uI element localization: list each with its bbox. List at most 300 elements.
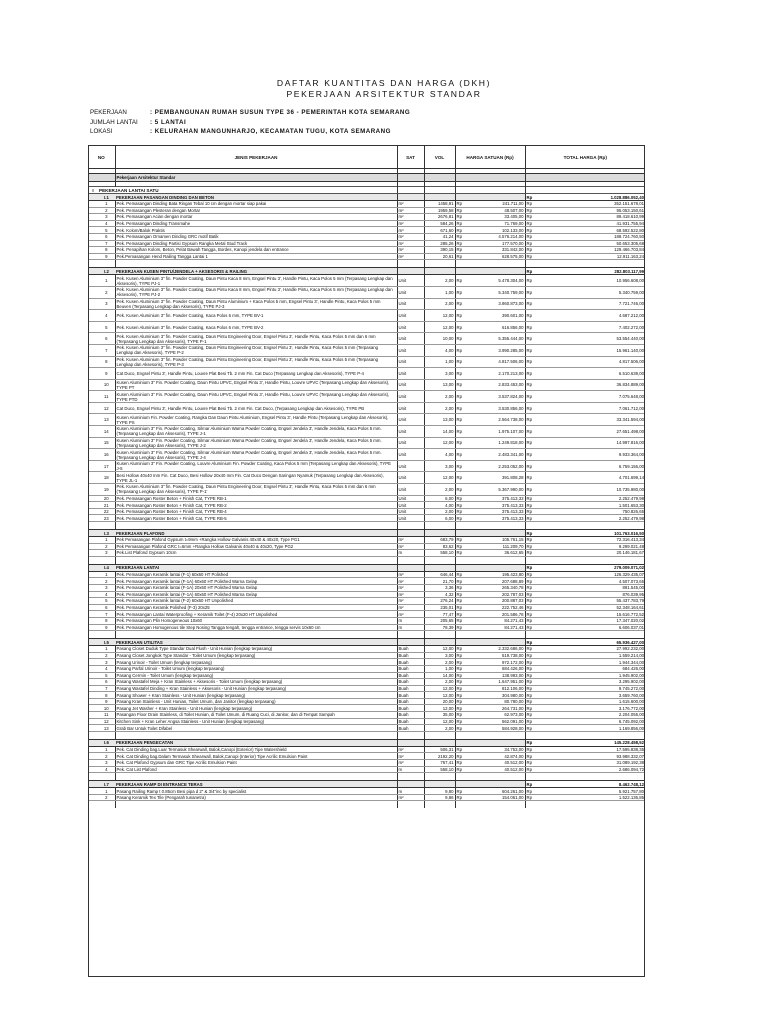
item-row [88, 652, 645, 659]
currency-label: Rp [525, 646, 537, 653]
item-unit-price: 584.928,00 [467, 725, 525, 732]
item-total-price: 9.299.021,48 [537, 543, 645, 550]
currency-label: Rp [455, 402, 467, 414]
currency-label: Rp [455, 275, 467, 287]
item-unit-price: 331.842,00 [467, 247, 525, 254]
item-unit-price: 562.091,00 [467, 718, 525, 725]
group-indent [88, 268, 98, 275]
item-unit-price: 2.332.686,00 [467, 646, 525, 653]
item-indent [88, 247, 98, 254]
item-number: 12 [98, 402, 115, 414]
item-total-price: 7.061.712,00 [537, 402, 645, 414]
item-unit: Unit [397, 356, 424, 368]
item-number: 22 [98, 508, 115, 515]
floor-label: PEKERJAAN LANTAI SATU [98, 187, 397, 194]
item-indent [88, 571, 98, 578]
item-volume: 390,15 [424, 247, 455, 254]
item-total-price: 10.956.608,00 [537, 275, 645, 287]
item-unit-price: 3.530.856,00 [467, 402, 525, 414]
spacer-cell [455, 631, 525, 639]
item-row [88, 578, 645, 585]
item-number: 7 [98, 611, 115, 618]
item-number: 2 [98, 652, 115, 659]
item-description: Pek. Kusen Aluminium 3" fin. Powder Coating, Daun Pintu Aluminium + Kaca Polos 5 mm, Engsel Pintu 3', Handle Pintu, Kaca Polos 5 mm Beuven (Terpasang Lengkap dan Aksesoris), TYPE PJ-3 [115, 298, 397, 310]
group-total: 65.936.427,00 [537, 639, 645, 646]
currency-label: Rp [455, 659, 467, 666]
empty-cell [455, 781, 525, 788]
item-unit-price: 33.405,00 [467, 214, 525, 221]
item-unit: Unit [397, 495, 424, 502]
currency-label: Rp [525, 333, 537, 345]
item-indent [88, 391, 98, 403]
item-unit-price: 684.426,00 [467, 665, 525, 672]
floor-row [88, 187, 645, 194]
currency-label: Rp [525, 449, 537, 461]
header-jenis-pekerjaan: JENIS PEKERJAAN [115, 146, 397, 169]
item-row [88, 310, 645, 322]
item-unit-price: 375.413,33 [467, 515, 525, 522]
currency-label: Rp [455, 344, 467, 356]
currency-label: Rp [455, 571, 467, 578]
item-indent [88, 508, 98, 515]
item-indent [88, 753, 98, 760]
item-indent [88, 201, 98, 208]
item-number: 23 [98, 515, 115, 522]
item-indent [88, 233, 98, 240]
item-unit: m³ [397, 227, 424, 234]
spacer-cell [88, 556, 115, 564]
group-header-row [88, 639, 645, 646]
item-indent [88, 515, 98, 522]
item-number: 5 [98, 672, 115, 679]
currency-label: Rp [525, 591, 537, 598]
item-row [88, 391, 645, 403]
group-total: 1.028.886.052,40 [537, 194, 645, 201]
currency-label: Rp [455, 788, 467, 795]
group-header-row [88, 194, 645, 201]
currency-label: Rp [525, 659, 537, 666]
empty-cell [424, 194, 455, 201]
currency-label: Rp [525, 604, 537, 611]
currency-label: Rp [455, 794, 467, 801]
currency-label: Rp [455, 746, 467, 753]
item-unit: Unit [397, 426, 424, 438]
item-total-price: 6.759.156,00 [537, 460, 645, 472]
item-description: Pek. Pemasangan Lantai Waterproofing + Keramik Toilet (F-4) 20x20 HT Unpolished [115, 611, 397, 618]
item-row [88, 275, 645, 287]
item-description: Pek. Pemasangan Plesteran dengan Mortar [115, 207, 397, 214]
item-unit-price: 202.787,03 [467, 591, 525, 598]
item-unit-price: 3.990.285,00 [467, 344, 525, 356]
item-total-price: 7.075.648,00 [537, 391, 645, 403]
currency-label: Rp [455, 753, 467, 760]
spacer-row [88, 631, 645, 639]
currency-label: Rp [455, 685, 467, 692]
item-indent [88, 344, 98, 356]
group-total: 282.803.117,99 [537, 268, 645, 275]
spacer-cell [525, 260, 645, 268]
item-number: 1 [98, 646, 115, 653]
spacer-cell [397, 773, 424, 781]
item-volume: 1,00 [424, 286, 455, 298]
currency-label: Rp [525, 624, 537, 631]
group-header-row [88, 739, 645, 746]
item-row [88, 214, 645, 221]
group-indent [88, 739, 98, 746]
item-description: Kusen Aluminium 3" Fin. Powder Coating, Louvre Aluminium Fin. Powder Coating, Kaca Polos 5 mm (Terpasang Lengkap dan Aksesoris), TYPE J-5 [115, 460, 397, 472]
item-unit: Unit [397, 298, 424, 310]
empty-cell [424, 530, 455, 537]
currency-label: Rp [455, 379, 467, 391]
item-indent [88, 584, 98, 591]
item-row [88, 240, 645, 247]
item-description: Pek. Kusen Aluminium 3" fin. Powder Coating, Daun Pintu Engineering Door, Engsel Pintu 3', Handle Pintu, Kaca Polos 5 mm (Terpasang Lengkap dan Aksesoris), TYPE P-3 [115, 356, 397, 368]
item-total-price: 3.659.760,00 [537, 692, 645, 699]
currency-label: Rp [455, 201, 467, 208]
currency-label: Rp [525, 698, 537, 705]
item-number: 13 [98, 725, 115, 732]
item-volume: 558,10 [424, 766, 455, 773]
item-row [88, 584, 645, 591]
item-unit: Unit [397, 484, 424, 496]
empty-cell [397, 781, 424, 788]
item-indent [88, 537, 98, 544]
item-unit: Unit [397, 368, 424, 380]
item-row [88, 247, 645, 254]
item-indent [88, 426, 98, 438]
item-unit-price: 2.833.453,00 [467, 379, 525, 391]
item-indent [88, 604, 98, 611]
item-number: 3 [98, 659, 115, 666]
item-unit: Unit [397, 437, 424, 449]
currency-label: Rp [525, 788, 537, 795]
item-total-price: 68.592.522,80 [537, 227, 645, 234]
item-volume: 77,47 [424, 611, 455, 618]
item-total-price: 1.501.653,30 [537, 502, 645, 509]
item-description: Pasang Kran Stainless - Unit Hunian, Toilet Umum, dan Janitor (lengkap terpasang) [115, 698, 397, 705]
item-indent [88, 543, 98, 550]
item-description: Pek. Kusen Aluminium 3" fin. Powder Coating, Daun Pintu Engineering Door, Engsel Pintu 3', Handle Pintu, Kaca Polos 5 mm (Terpasang Lengkap dan Aksesoris), TYPE P-2 [115, 344, 397, 356]
item-indent [88, 368, 98, 380]
item-total-price: 3.295.902,00 [537, 679, 645, 686]
currency-label: Rp [525, 611, 537, 618]
item-volume: 4,00 [424, 502, 455, 509]
item-description: Pek. Pemasangan Roster Beton + Finish Cat, TYPE RB-2 [115, 502, 397, 509]
spacer-cell [424, 801, 455, 809]
item-volume: 12,00 [424, 321, 455, 333]
item-unit: Buah [397, 705, 424, 712]
item-row [88, 515, 645, 522]
item-volume: 9,86 [424, 794, 455, 801]
item-unit: m² [397, 543, 424, 550]
item-number: 19 [98, 484, 115, 496]
item-unit: m² [397, 240, 424, 247]
item-description: Pek. Pemasangan Dinding Transmahe [115, 220, 397, 227]
currency-label: Rp [525, 564, 537, 571]
item-unit: m² [397, 611, 424, 618]
group-code: I.3 [98, 530, 115, 537]
item-description: Pasang Wastafel Meja + Kran Stainless + Aksesoris - Toilet Umum (lengkap terpasang) [115, 679, 397, 686]
spacer-cell [424, 731, 455, 739]
item-total-price: 27.992.232,00 [537, 646, 645, 653]
empty-cell [424, 564, 455, 571]
currency-label: Rp [525, 598, 537, 605]
item-row [88, 543, 645, 550]
item-description: Kitchen Sink + Kran Leher Angsa Stainless - Unit Hunian (lengkap terpasang) [115, 718, 397, 725]
item-row [88, 665, 645, 672]
spacer-cell [88, 773, 115, 781]
item-total-price: 2.252.479,98 [537, 515, 645, 522]
item-total-price: 2.686.094,72 [537, 766, 645, 773]
spacer-cell [525, 773, 645, 781]
item-number: 2 [98, 543, 115, 550]
item-description: Pek. Kusen Aluminium 3" fin. Powder Coating, Daun Pintu Engineering Door, Engsel Pintu 3', Handle Pintu, Kaca Polos 5 mm dan 6 mm (Terpasang Lengkap dan Aksesoris), TYPE P-1' [115, 484, 397, 496]
group-label: PEKERJAAN PLAFOND [115, 530, 397, 537]
item-total-price: 876.039,95 [537, 591, 645, 598]
group-label: PEKERJAAN PASANGAN DINDING DAN BETON [115, 194, 397, 201]
item-unit-price: 265.340,78 [467, 584, 525, 591]
item-unit-price: 1.249.818,00 [467, 437, 525, 449]
item-indent [88, 502, 98, 509]
item-volume: 2192,20 [424, 753, 455, 760]
empty-cell [424, 639, 455, 646]
item-row [88, 537, 645, 544]
item-number: 4 [98, 310, 115, 322]
item-volume: 767,41 [424, 760, 455, 767]
item-row [88, 508, 645, 515]
section-title: Pekerjaan Arsitektur Standar [115, 174, 397, 182]
item-total-price: 1.169.856,00 [537, 725, 645, 732]
item-number: 7 [98, 344, 115, 356]
spacer-row [88, 522, 645, 530]
group-code: I.1 [98, 194, 115, 201]
item-unit: m² [397, 220, 424, 227]
item-number: 9 [98, 698, 115, 705]
item-unit: Buah [397, 712, 424, 719]
group-code: I.6 [98, 739, 115, 746]
item-unit-price: 102.133,00 [467, 227, 525, 234]
item-total-price: 1.945.902,00 [537, 672, 645, 679]
item-number: 3 [98, 584, 115, 591]
currency-label: Rp [455, 598, 467, 605]
currency-label: Rp [525, 460, 537, 472]
item-unit-price: 3.860.873,00 [467, 298, 525, 310]
project-info-value: : 5 LANTAI [150, 118, 187, 126]
currency-label: Rp [525, 550, 537, 557]
empty-cell [397, 639, 424, 646]
spacer-cell [88, 260, 115, 268]
currency-label: Rp [455, 460, 467, 472]
currency-label: Rp [525, 298, 537, 310]
currency-label: Rp [455, 298, 467, 310]
spacer-cell [397, 260, 424, 268]
item-volume: 1,00 [424, 356, 455, 368]
currency-label: Rp [455, 253, 467, 260]
item-description: Kusen Aluminium 3" Fin. Powder Coating, Daun Pintu UPVC, Engsel Pintu 3', Handle Pintu, Louvre UPVC (Terpasang Lengkap dan Aksesoris), TYPE PT [115, 379, 397, 391]
group-total: 145.228.458,52 [537, 739, 645, 746]
item-row [88, 705, 645, 712]
currency-label: Rp [455, 233, 467, 240]
spacer-cell [115, 522, 397, 530]
item-row [88, 550, 645, 557]
group-indent [88, 639, 98, 646]
item-unit: m² [397, 591, 424, 598]
item-volume: 3,00 [424, 460, 455, 472]
item-total-price: 3.176.772,00 [537, 705, 645, 712]
currency-label: Rp [455, 698, 467, 705]
spacer-cell [88, 522, 115, 530]
group-code: I.5 [98, 639, 115, 646]
item-unit: m² [397, 253, 424, 260]
item-unit-price: 264.731,00 [467, 705, 525, 712]
item-unit-price: 375.413,33 [467, 508, 525, 515]
item-volume: 683,79 [424, 537, 455, 544]
currency-label: Rp [525, 584, 537, 591]
item-total-price: 1.615.600,00 [537, 698, 645, 705]
item-total-price: 7.402.272,00 [537, 321, 645, 333]
item-volume: 2,00 [424, 298, 455, 310]
spacer-cell [525, 556, 645, 564]
item-unit: m² [397, 604, 424, 611]
item-number: 8 [98, 356, 115, 368]
item-indent [88, 624, 98, 631]
title-line-1: DAFTAR KUANTITAS DAN HARGA (DKH) [276, 78, 492, 88]
item-volume: 205,65 [424, 617, 455, 624]
item-volume: 1,00 [424, 665, 455, 672]
item-unit-price: 36.612,65 [467, 550, 525, 557]
currency-label: Rp [525, 571, 537, 578]
item-unit: Buah [397, 692, 424, 699]
currency-label: Rp [525, 639, 537, 646]
currency-label: Rp [525, 578, 537, 585]
item-description: Pek. Pemasangan Plin Homogeneous 10x60 [115, 617, 397, 624]
item-indent [88, 379, 98, 391]
currency-label: Rp [525, 220, 537, 227]
group-code: I.2 [98, 268, 115, 275]
section-header-row [88, 174, 645, 182]
item-unit-price: 390.601,00 [467, 310, 525, 322]
item-volume: 12,00 [424, 718, 455, 725]
item-total-price: 2.204.055,00 [537, 712, 645, 719]
item-description: Pasang Shower + Kran Stainless - Unit Hunian (lengkap terpasang) [115, 692, 397, 699]
item-unit-price: 111.209,70 [467, 543, 525, 550]
item-unit: m² [397, 746, 424, 753]
currency-label: Rp [455, 240, 467, 247]
item-description: Pasang Jet Washer + Kran Stainless - Unit Hunian (lengkap terpasang) [115, 705, 397, 712]
currency-label: Rp [525, 344, 537, 356]
currency-label: Rp [455, 646, 467, 653]
currency-label: Rp [525, 679, 537, 686]
item-number: 6 [98, 333, 115, 345]
item-description: Pek. Pemasangan Ornamen Dinding GRC motif Batik [115, 233, 397, 240]
item-unit-price: 375.413,33 [467, 495, 525, 502]
item-row [88, 368, 645, 380]
item-unit-price: 5.367.990,00 [467, 484, 525, 496]
item-unit: Unit [397, 379, 424, 391]
item-unit-price: 616.856,00 [467, 321, 525, 333]
item-description: Pasang Keramik Tex Tile (Pengarah tunanetra) [115, 794, 397, 801]
item-volume: 584,26 [424, 220, 455, 227]
item-number: 3 [98, 550, 115, 557]
project-info-value: : PEMBANGUNAN RUMAH SUSUN TYPE 36 - PEMERINTAH KOTA SEMARANG [150, 109, 411, 116]
item-description: Grab Bar Untuk Toilet Difabel [115, 725, 397, 732]
empty-cell [455, 564, 525, 571]
currency-label: Rp [455, 624, 467, 631]
spacer-cell [424, 631, 455, 639]
item-indent [88, 214, 98, 221]
item-unit: Unit [397, 391, 424, 403]
item-unit: m² [397, 207, 424, 214]
item-unit-price: 84.271,43 [467, 624, 525, 631]
currency-label: Rp [525, 712, 537, 719]
project-info-value: : KELURAHAN MANGUNHARJO, KECAMATAN TUGU, KOTA SEMARANG [150, 128, 391, 135]
item-unit-price: 519.738,00 [467, 652, 525, 659]
item-row [88, 591, 645, 598]
item-number: 3 [98, 298, 115, 310]
item-number: 12 [98, 718, 115, 725]
item-number: 18 [98, 472, 115, 484]
item-row [88, 646, 645, 653]
item-row [88, 233, 645, 240]
currency-label: Rp [455, 207, 467, 214]
currency-label: Rp [455, 515, 467, 522]
item-row [88, 220, 645, 227]
currency-label: Rp [455, 652, 467, 659]
spacer-cell [115, 556, 397, 564]
item-unit: m² [397, 598, 424, 605]
item-volume: 3,00 [424, 652, 455, 659]
spacer-cell [455, 801, 525, 809]
item-unit-price: 222.752,46 [467, 604, 525, 611]
item-volume: 14,00 [424, 426, 455, 438]
currency-label: Rp [525, 426, 537, 438]
item-description: Pek. Pemasangan Dinding Partisi Gypsum Rangka Metal Stud Track [115, 240, 397, 247]
item-unit: m [397, 788, 424, 795]
item-number: 7 [98, 240, 115, 247]
currency-label: Rp [455, 760, 467, 767]
spacer-cell [455, 522, 525, 530]
item-description: Pek. Pemasangan Keramik lantai (F-2) 60x60 HT Unpolished [115, 598, 397, 605]
item-total-price: 55.437.783,79 [537, 598, 645, 605]
item-total-price: 4.687.212,00 [537, 310, 645, 322]
currency-label: Rp [525, 214, 537, 221]
item-unit: Unit [397, 275, 424, 287]
item-indent [88, 298, 98, 310]
item-number: 1 [98, 201, 115, 208]
item-indent [88, 611, 98, 618]
item-description: Pasang Urinoir - Toilet Umum (lengkap terpasang) [115, 659, 397, 666]
item-row [88, 712, 645, 719]
item-total-price: 15.961.140,00 [537, 344, 645, 356]
item-volume: 2,00 [424, 659, 455, 666]
item-volume: 6,00 [424, 495, 455, 502]
item-description: Kusen Aluminium 3" Fin. Powder Coating, Daun Pintu UPVC, Engsel Pintu 3', Handle Pintu, Louvre UPVC (Terpasang Lengkap dan Aksesoris), TYPE PTD [115, 391, 397, 403]
currency-label: Rp [455, 356, 467, 368]
item-row [88, 746, 645, 753]
item-row [88, 611, 645, 618]
item-indent [88, 652, 98, 659]
spacer-row [88, 731, 645, 739]
item-total-price: 27.651.498,00 [537, 426, 645, 438]
currency-label: Rp [455, 449, 467, 461]
currency-label: Rp [525, 746, 537, 753]
item-total-price: 17.347.020,02 [537, 617, 645, 624]
item-unit-price: 80.780,00 [467, 698, 525, 705]
item-row [88, 437, 645, 449]
group-header-row [88, 781, 645, 788]
item-unit: m [397, 550, 424, 557]
currency-label: Rp [455, 725, 467, 732]
